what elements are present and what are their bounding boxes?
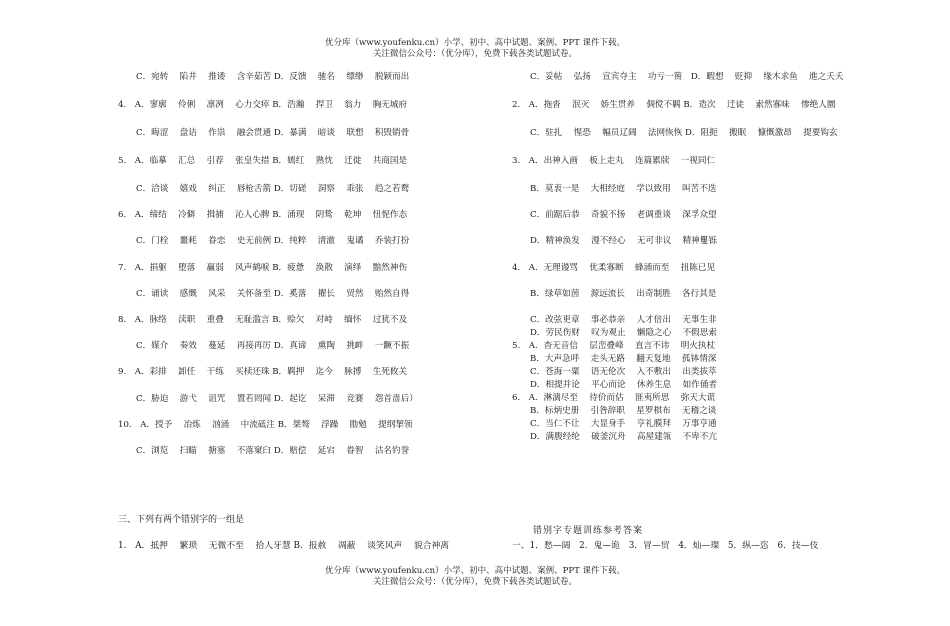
right-row-q5d: D．相提并论 平心而论 休养生息 如作俑者 [530, 380, 717, 390]
left-row-q8a: 8. A．脉络 渎职 重叠 无耻滥言 B．赊欠 对峙 缅怀 过犹不及 [118, 315, 408, 325]
left-row-q4a: 4. A．寥廓 伶俐 凛冽 心力交瘁 B．浩瀚 捍卫 翁力 胸无城府 [118, 100, 408, 110]
footer-line-1: 优分库（www.youfenku.cn）小学、初中、高中试题、案例、PPT 课件下载。 [325, 566, 625, 576]
page-footer [0, 566, 950, 588]
footer-line-2: 关注微信公众号：（优分库），免费下载各类试题试卷。 [372, 577, 577, 587]
left-row-q10a: 10. A．授予 冶炼 汹涌 中流砥注 B．桀骜 浮躁 勖勉 提纲挈领 [118, 420, 413, 430]
right-row-q5a: 5. A．杳无音信 层峦叠峰 直言不讳 明火执杖 [512, 341, 716, 351]
right-row-q4d: D．劳民伤财 叹为观止 懒隐之心 不假思索 [530, 328, 717, 338]
header-line-2: 关注微信公众号：（优分库），免费下载各类试题试卷。 [372, 49, 577, 59]
right-row-q3d: D．精神涣发 漫不经心 无可非议 精神矍铄 [530, 236, 717, 246]
section-3-heading: 三、下列有两个错别字的一组是 [118, 515, 245, 525]
left-row-q7c: C．诵读 感慨 风采 关怀备至 D．奚落 擢长 贸然 贻然自得 [136, 289, 410, 299]
right-row-q3b: B．莫衷一是 大相经庭 学以致用 叫苦不迭 [530, 184, 717, 194]
left-row-q9a: 9. A．彩排 卸任 干练 买椟还珠 B．羁押 迄今 脉搏 生死攸关 [118, 367, 408, 377]
left-row-q10c: C．浏览 扫瞄 搪塞 不落窠臼 D．赔偿 延宕 眷智 沽名钓誉 [136, 446, 410, 456]
section-3-question-1: 1. A．抵押 繁琐 无微不至 拾人牙慧 B．报赦 凋蔽 谈笑风声 貌合神离 [118, 541, 450, 551]
left-row-q8c: C．媒介 奏效 蔓延 再接再厉 D．真谛 熏陶 挑衅 一蹶不振 [136, 341, 410, 351]
right-row-q5b: B．大声急呼 走头无路 翻天复地 孤钵情深 [530, 354, 717, 364]
right-row-q6a: 6. A．淋漓尽至 待价而估 匪夷所思 弥天大谎 [512, 393, 716, 403]
left-row-q5c: C．洽谈 嬉戏 纠正 唇枪舌箭 D．切磋 洞察 乖张 趋之若鹜 [136, 184, 410, 194]
left-row-q5a: 5. A．临摹 汇总 引荐 张皇失措 B．嫣红 熟忱 迁徙 共商国是 [118, 156, 408, 166]
right-row-q6c: C．当仁不让 大显身手 亨礼膜拜 万事亨通 [530, 419, 717, 429]
page-header [0, 38, 950, 60]
right-row-q4c: C．改弦更章 事必恭亲 人才倍出 无事生非 [530, 315, 717, 325]
left-row-q4c: C．晦涩 盘诘 作祟 融会贯通 D．暴满 暗谈 联想 积毁销骨 [136, 128, 410, 138]
left-row-q7a: 7. A．捐躯 堕落 赢弱 风声鹤唳 B．疲惫 涣散 演绎 黯然神伤 [118, 263, 408, 273]
answer-key-line-1: 一、1．愁—阔 2．鬼—诡 3．冒—贸 4．灿—璨 5．纵—恣 6．技—伎 [512, 541, 819, 551]
answer-key-title: 错别字专题训练参考答案 [533, 526, 644, 536]
right-row-c1: C．妥帖 弘扬 宣宾夺主 功亏一篑 D．暇想 贬抑 缘木求鱼 進之夭夭 [530, 72, 844, 82]
right-row-q3a: 3. A．出神入画 板上走丸 连篇累牍 一视同仁 [512, 156, 716, 166]
left-row-q6a: 6. A．缔结 冷僻 揖捕 沁人心脾 B．涌现 阴鸷 乾坤 忸怩作态 [118, 210, 408, 220]
left-row-q6c: C．门栓 噩耗 眷恋 史无前例 D．纯粹 清澈 鬼谲 乔装打扮 [136, 236, 410, 246]
left-row-q9c: C．胁迫 游弋 诅咒 置若罔闻 D．起讫 呆滞 竞赛 怨首啬后） [136, 394, 418, 404]
right-row-q6d: D．满腹经纶 破釜沉舟 高屋建瓴 不卑不亢 [530, 432, 717, 442]
right-row-q6b: B．标炳史册 引咎辞职 星罗棋布 无稽之谈 [530, 406, 717, 416]
right-row-q2c: C．驻扎 惺恐 幅员辽阔 法网恢恢 D．阻扼 搬眠 慷慨激昂 提要钩玄 [530, 128, 838, 138]
header-line-1: 优分库（www.youfenku.cn）小学、初中、高中试题、案例、PPT 课件下载。 [325, 38, 625, 48]
right-row-q5c: C．苍海一粟 语无伦次 入不敷出 出类拔萃 [530, 367, 717, 377]
right-row-q3c: C．前踞后恭 奇貌不扬 老调重谈 深孚众望 [530, 210, 717, 220]
right-row-q4a: 4. A．无理谩骂 优柔寡断 蜂涌而至 扭陈已见 [512, 263, 716, 273]
right-row-q2a: 2. A．拖沓 泯灭 娇生贯养 倜傥不羁 B．造次 迁徒 索然寡味 惨绝人圜 [512, 100, 836, 110]
left-row-c3: C．宛转 陷井 推诿 含辛茹苦 D．反馈 驰名 缥缈 脱颖而出 [136, 72, 410, 82]
right-row-q4b: B．绿草如茵 源远流长 出奇制胜 各行其是 [530, 289, 717, 299]
